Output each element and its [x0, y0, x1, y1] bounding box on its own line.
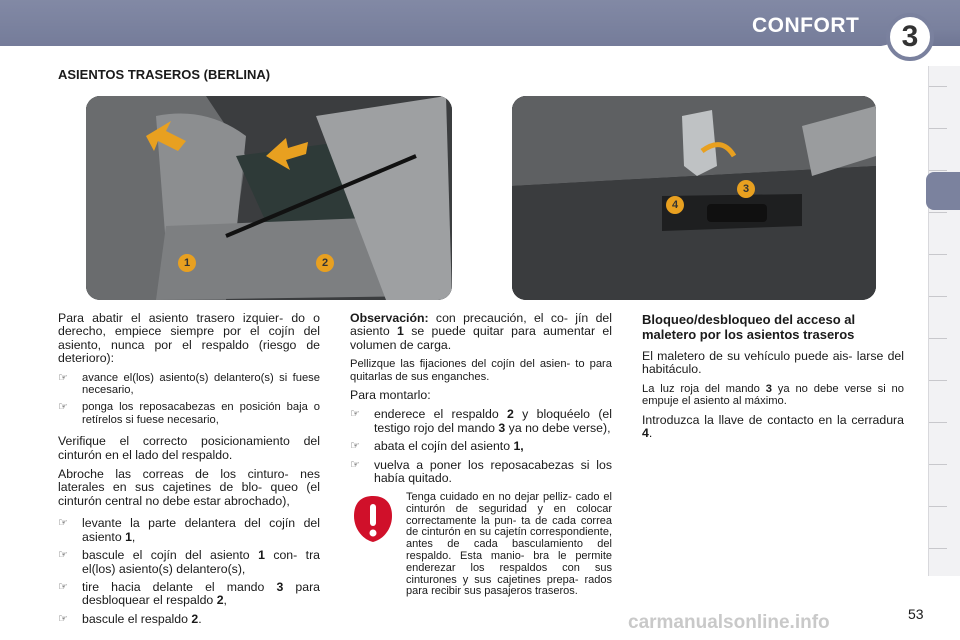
trunk-lock-photo — [512, 96, 876, 300]
chapter-title: CONFORT — [752, 14, 860, 37]
col2-paragraph-2: Pellizque las fijaciones del cojín del asien- to para quitarlas de sus enganches. — [350, 358, 612, 383]
rear-seat-illustration — [86, 96, 452, 300]
active-chapter-tab[interactable] — [926, 172, 960, 210]
col3-title: Bloqueo/desbloqueo del acceso al maletero por los asientos traseros — [642, 312, 856, 342]
page-number: 53 — [908, 606, 924, 622]
callout-2: 2 — [316, 254, 334, 272]
col1-bullet-a2: ☞ ponga los reposacabezas en posición baja o retírelos si fuese necesario, — [58, 401, 320, 426]
col1-paragraph-3: Abroche las correas de los cinturo- nes laterales en sus cajetines de blo- queo (el cinturón central no debe estar abrochado), — [58, 467, 320, 508]
rear-seat-photo — [86, 96, 452, 300]
column-3 — [642, 312, 904, 446]
column-2 — [350, 312, 612, 490]
col3-paragraph-1: El maletero de su vehículo puede ais- larse del habitáculo. — [642, 349, 904, 377]
col1-bullet-b3: ☞ tire hacia delante el mando 3 para desbloquear el respaldo 2, — [58, 579, 320, 608]
watermark: carmanualsonline.info — [628, 612, 830, 633]
col1-intro: Para abatir el asiento trasero izquier- do o derecho, empiece siempre por el cojín del asiento, nunca por el respaldo (riesgo de deterioro): — [58, 311, 320, 366]
callout-3: 3 — [737, 180, 755, 198]
col1-paragraph-2: Verifique el correcto posicionamiento del cinturón en el lado del respaldo. — [58, 434, 320, 462]
col1-bullet-b1: ☞ levante la parte delantera del cojín del asiento 1, — [58, 516, 320, 544]
col2-observation: Observación: con precaución, el co- jín del asiento 1 se puede quitar para aumentar el volumen de carga. — [350, 311, 612, 352]
callout-4: 4 — [666, 196, 684, 214]
chapter-side-tabs[interactable] — [928, 66, 960, 576]
callout-1: 1 — [178, 254, 196, 272]
col2-bullet-2: ☞ abata el cojín del asiento 1, — [350, 439, 524, 454]
col3-paragraph-3: Introduzca la llave de contacto en la cerradura 4. — [642, 412, 904, 441]
warning-text: Tenga cuidado en no dejar pelliz- cado el cinturón de seguridad y en colocar correctamente la pun- ta de cada correa de cinturón en su cajetín correspondiente, antes de cada basculamiento del respaldo. Esta manio- bra le permite enderezar los respaldos con sus cinturones y sus cajetines prepa- rados para recibir sus pasajeros traseros. — [406, 491, 612, 598]
col3-paragraph-2: La luz roja del mando 3 ya no debe verse si no empuje el asiento al máximo. — [642, 382, 904, 408]
col2-bullet-3: ☞ vuelva a poner los reposacabezas si los había quitado. — [350, 457, 612, 486]
col2-paragraph-3: Para montarlo: — [350, 388, 431, 403]
col1-bullet-b2: ☞ bascule el cojín del asiento 1 con- tra el(los) asiento(s) delantero(s), — [58, 548, 321, 576]
col1-bullet-a1: ☞ avance el(los) asiento(s) delantero(s) si fuese necesario, — [58, 371, 320, 397]
chapter-number-badge: 3 — [886, 13, 934, 61]
col2-bullet-1: ☞ enderece el respaldo 2 y bloquéelo (el testigo rojo del mando 3 ya no debe verse), — [350, 407, 612, 435]
column-1 — [58, 312, 320, 631]
col1-bullet-b4: ☞ bascule el respaldo 2. — [58, 611, 202, 626]
section-title: ASIENTOS TRASEROS (BERLINA) — [58, 67, 271, 82]
trunk-lock-illustration — [512, 96, 876, 300]
